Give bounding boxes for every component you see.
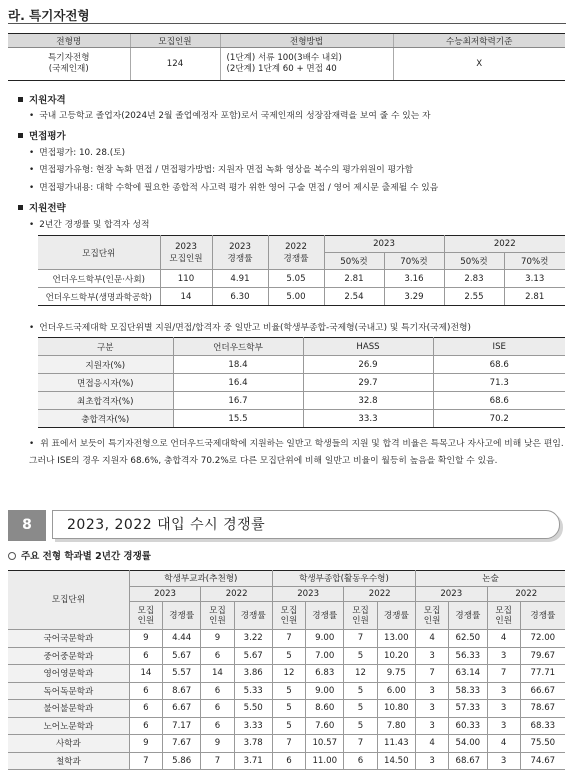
department-name: 국어국문학과 (8, 630, 129, 648)
table-cell: 5.86 (163, 752, 201, 770)
col-header-min-standard: 수능최저학력기준 (393, 34, 565, 48)
table-row (8, 665, 565, 683)
table-row (8, 682, 565, 700)
table-cell: 6.00 (377, 682, 415, 700)
table-cell: 3 (416, 752, 449, 770)
table-cell: 5 (344, 700, 377, 718)
col-header-underwood: 언더우드학부 (173, 338, 303, 356)
col-header-year: 2023 (416, 587, 488, 602)
table-cell: 5 (272, 717, 305, 735)
col-group-essay: 논술 (416, 571, 566, 587)
col-header-count: 모집 인원 (129, 602, 162, 630)
table-cell: 60.33 (449, 717, 487, 735)
col-header-cut70: 70%컷 (384, 253, 444, 270)
qualification-heading: 지원자격 (18, 92, 66, 106)
table-cell: 54.00 (449, 735, 487, 753)
table-cell: 3.33 (234, 717, 272, 735)
table-cell: 9.00 (306, 630, 344, 648)
col-header-count: 모집 인원 (272, 602, 305, 630)
table-cell: 5 (272, 700, 305, 718)
col-header-category: 구분 (38, 338, 173, 356)
table-cell: 6 (129, 717, 162, 735)
table-cell: 14.50 (377, 752, 415, 770)
square-bullet-icon (18, 133, 23, 138)
table-cell: 3.86 (234, 665, 272, 683)
col-header-rate: 경쟁률 (306, 602, 344, 630)
table-row (8, 735, 565, 753)
table-cell: 6 (129, 700, 162, 718)
table-cell: 9 (129, 735, 162, 753)
table-cell: 12 (272, 665, 305, 683)
department-name: 불어불문학과 (8, 700, 129, 718)
interview-item-type: • 면접평가유형: 현장 녹화 면접 / 면접평가방법: 지원자 면접 녹화 영상을 복수의 평가위원이 평가함 (29, 162, 413, 175)
table-cell: 3 (487, 717, 520, 735)
table-cell: 57.33 (449, 700, 487, 718)
table-cell: 14 (129, 665, 162, 683)
table-cell: 14 (201, 665, 234, 683)
table-cell: 3 (487, 682, 520, 700)
department-name: 영어영문학과 (8, 665, 129, 683)
col-header-year-2022: 2022 (444, 236, 565, 253)
table-cell: 5 (272, 647, 305, 665)
table-cell: 68.33 (520, 717, 565, 735)
square-bullet-icon (18, 97, 23, 102)
table-cell: 79.67 (520, 647, 565, 665)
col-header-count: 모집 인원 (416, 602, 449, 630)
table-cell: 8.60 (306, 700, 344, 718)
table-cell: 7.67 (163, 735, 201, 753)
col-header-year: 2022 (201, 587, 273, 602)
circle-bullet-icon (8, 552, 16, 560)
table-cell: 5.67 (163, 647, 201, 665)
table-cell: 3 (416, 717, 449, 735)
strategy-item-ratio: • 언더우드국제대학 모집단위별 지원/면접/합격자 중 일반고 비율(학생부종합-국제형(국내고) 및 특기자(국제)전형) (29, 320, 471, 333)
table-row: 면접응시자(%) 16.4 29.7 71.3 (38, 374, 565, 392)
col-header-cut70: 70%컷 (504, 253, 565, 270)
col-header-year: 2023 (272, 587, 344, 602)
table-cell: 7 (272, 735, 305, 753)
table-cell: 6 (129, 682, 162, 700)
col-header-name: 전형명 (8, 34, 130, 48)
table-row (8, 752, 565, 770)
strategy-item-scores: • 2년간 경쟁률 및 합격자 성적 (29, 217, 149, 230)
col-header-rate: 경쟁률 (234, 602, 272, 630)
col-header-year: 2023 (129, 587, 201, 602)
interview-item-content: • 면접평가내용: 대학 수학에 필요한 종합적 사고력 평가 위한 영어 구술 면접 / 영어 제시문 출제될 수 있음 (29, 180, 438, 193)
table-cell: 9.75 (377, 665, 415, 683)
table-cell: 4 (416, 630, 449, 648)
analysis-note: • 위 표에서 보듯이 특기자전형으로 언더우드국제대학에 지원하는 일반고 학생들의 지원 및 합격 비율은 특목고나 자사고에 비해 낮은 편임. 그러나 ISE의 경우 지원자 68.6%, 충합격자 70.2%로 다른 모집단위에 비해 일반고 비율이 월등히 높음을 확인할 수 있음. (29, 436, 564, 470)
admission-name: 특기자전형 (국제인재) (8, 48, 130, 81)
table-cell: 5 (344, 647, 377, 665)
table-cell: 5 (272, 682, 305, 700)
col-header-count: 모집 인원 (344, 602, 377, 630)
admission-method: (1단계) 서류 100(3배수 내외) (2단계) 1단계 60 + 면접 40 (220, 48, 393, 81)
section-divider (8, 23, 566, 24)
square-bullet-icon (18, 205, 23, 210)
col-header-rate: 경쟁률 (520, 602, 565, 630)
department-name: 독어독문학과 (8, 682, 129, 700)
table-cell: 63.14 (449, 665, 487, 683)
table-cell: 6 (201, 682, 234, 700)
table-cell: 7 (416, 665, 449, 683)
table-cell: 7.60 (306, 717, 344, 735)
table-cell: 58.33 (449, 682, 487, 700)
table-cell: 5 (344, 717, 377, 735)
table-cell: 4.44 (163, 630, 201, 648)
col-header-cut50: 50%컷 (444, 253, 504, 270)
table-cell: 7 (129, 752, 162, 770)
table-cell: 72.00 (520, 630, 565, 648)
department-name: 철학과 (8, 752, 129, 770)
table-cell: 4 (487, 735, 520, 753)
table-cell: 7.00 (306, 647, 344, 665)
interview-item-date: • 면접평가: 10. 28.(토) (29, 145, 125, 158)
table-cell: 7 (201, 752, 234, 770)
table-row (8, 717, 565, 735)
col-header-count: 모집 인원 (487, 602, 520, 630)
subsection-heading: 주요 전형 학과별 2년간 경쟁률 (8, 548, 151, 562)
qualification-item: • 국내 고등학교 졸업자(2024년 2월 졸업예정자 포함)로서 국제인재의 성장잠재력을 보여 줄 수 있는 자 (29, 108, 431, 121)
section-banner-title: 2023, 2022 대입 수시 경쟁률 (52, 510, 560, 539)
table-row: 언더우드학부(생명과학공학) 14 6.30 5.00 2.54 3.29 2.55 2.81 (38, 288, 565, 306)
table-cell: 3 (487, 700, 520, 718)
strategy-heading: 지원전략 (18, 200, 66, 214)
table-cell: 3 (416, 700, 449, 718)
table-row (8, 647, 565, 665)
department-competition-table (8, 570, 565, 770)
table-row (8, 630, 565, 648)
special-admission-table (8, 33, 565, 81)
col-header-unit: 모집단위 (38, 236, 160, 270)
table-cell: 62.50 (449, 630, 487, 648)
table-cell: 3 (487, 752, 520, 770)
col-group-student-record: 학생부교과(추천형) (129, 571, 272, 587)
table-cell: 7.80 (377, 717, 415, 735)
col-header-year: 2022 (344, 587, 416, 602)
table-cell: 56.33 (449, 647, 487, 665)
table-cell: 7 (272, 630, 305, 648)
table-cell: 10.80 (377, 700, 415, 718)
table-cell: 5 (344, 682, 377, 700)
table-cell: 77.71 (520, 665, 565, 683)
table-cell: 9.00 (306, 682, 344, 700)
table-cell: 74.67 (520, 752, 565, 770)
table-cell: 12 (344, 665, 377, 683)
table-cell: 3 (487, 647, 520, 665)
table-cell: 6.83 (306, 665, 344, 683)
table-cell: 3 (416, 647, 449, 665)
department-name: 사학과 (8, 735, 129, 753)
col-header-ise: ISE (433, 338, 565, 356)
col-header-method: 전형방법 (220, 34, 393, 48)
table-cell: 6.67 (163, 700, 201, 718)
table-cell: 8.67 (163, 682, 201, 700)
table-cell: 6 (272, 752, 305, 770)
col-header-count: 모집인원 (130, 34, 220, 48)
interview-heading: 면접평가 (18, 128, 66, 142)
table-row: 최초합격자(%) 16.7 32.8 68.6 (38, 392, 565, 410)
table-row: 충합격자(%) 15.5 33.3 70.2 (38, 410, 565, 428)
table-cell: 3.71 (234, 752, 272, 770)
admission-min-standard: X (393, 48, 565, 81)
table-cell: 6 (201, 717, 234, 735)
table-cell: 6 (344, 752, 377, 770)
table-cell: 5.57 (163, 665, 201, 683)
table-row: 언더우드학부(인문·사회) 110 4.91 5.05 2.81 3.16 2.83 3.13 (38, 270, 565, 288)
table-cell: 68.67 (449, 752, 487, 770)
admission-count: 124 (130, 48, 220, 81)
table-cell: 4 (416, 735, 449, 753)
table-cell: 3.78 (234, 735, 272, 753)
table-cell: 7.17 (163, 717, 201, 735)
col-header-cut50: 50%컷 (324, 253, 384, 270)
col-header-rate: 경쟁률 (163, 602, 201, 630)
table-cell: 5.33 (234, 682, 272, 700)
table-cell: 9 (201, 630, 234, 648)
department-name: 노어노문학과 (8, 717, 129, 735)
competition-score-table (38, 235, 565, 306)
col-header-year: 2022 (487, 587, 565, 602)
table-cell: 11.00 (306, 752, 344, 770)
table-cell: 7 (344, 735, 377, 753)
table-cell: 5.50 (234, 700, 272, 718)
col-header-2023-count: 2023 모집인원 (160, 236, 212, 270)
table-cell: 13.00 (377, 630, 415, 648)
table-cell: 4 (487, 630, 520, 648)
table-cell: 6 (129, 647, 162, 665)
table-cell: 7 (487, 665, 520, 683)
table-cell: 78.67 (520, 700, 565, 718)
col-header-count: 모집 인원 (201, 602, 234, 630)
table-cell: 9 (201, 735, 234, 753)
table-row: 지원자(%) 18.4 26.9 68.6 (38, 356, 565, 374)
table-cell: 6 (201, 700, 234, 718)
col-header-hass: HASS (303, 338, 433, 356)
table-cell: 11.43 (377, 735, 415, 753)
col-header-2022-rate: 2022 경쟁률 (268, 236, 324, 270)
department-name: 중어중문학과 (8, 647, 129, 665)
col-header-2023-rate: 2023 경쟁률 (212, 236, 268, 270)
table-cell: 7 (344, 630, 377, 648)
table-cell: 75.50 (520, 735, 565, 753)
table-cell: 10.57 (306, 735, 344, 753)
col-header-unit: 모집단위 (8, 571, 129, 630)
col-group-comprehensive: 학생부종합(활동우수형) (272, 571, 415, 587)
table-cell: 6 (201, 647, 234, 665)
col-header-year-2023: 2023 (324, 236, 444, 253)
table-cell: 3 (416, 682, 449, 700)
table-cell: 66.67 (520, 682, 565, 700)
table-row (8, 700, 565, 718)
table-cell: 3.22 (234, 630, 272, 648)
section-title: 라. 특기자전형 (8, 8, 90, 23)
general-school-ratio-table (38, 337, 565, 428)
table-cell: 5.67 (234, 647, 272, 665)
table-cell: 9 (129, 630, 162, 648)
section-number-badge: 8 (8, 510, 46, 541)
col-header-rate: 경쟁률 (377, 602, 415, 630)
col-header-rate: 경쟁률 (449, 602, 487, 630)
table-cell: 10.20 (377, 647, 415, 665)
